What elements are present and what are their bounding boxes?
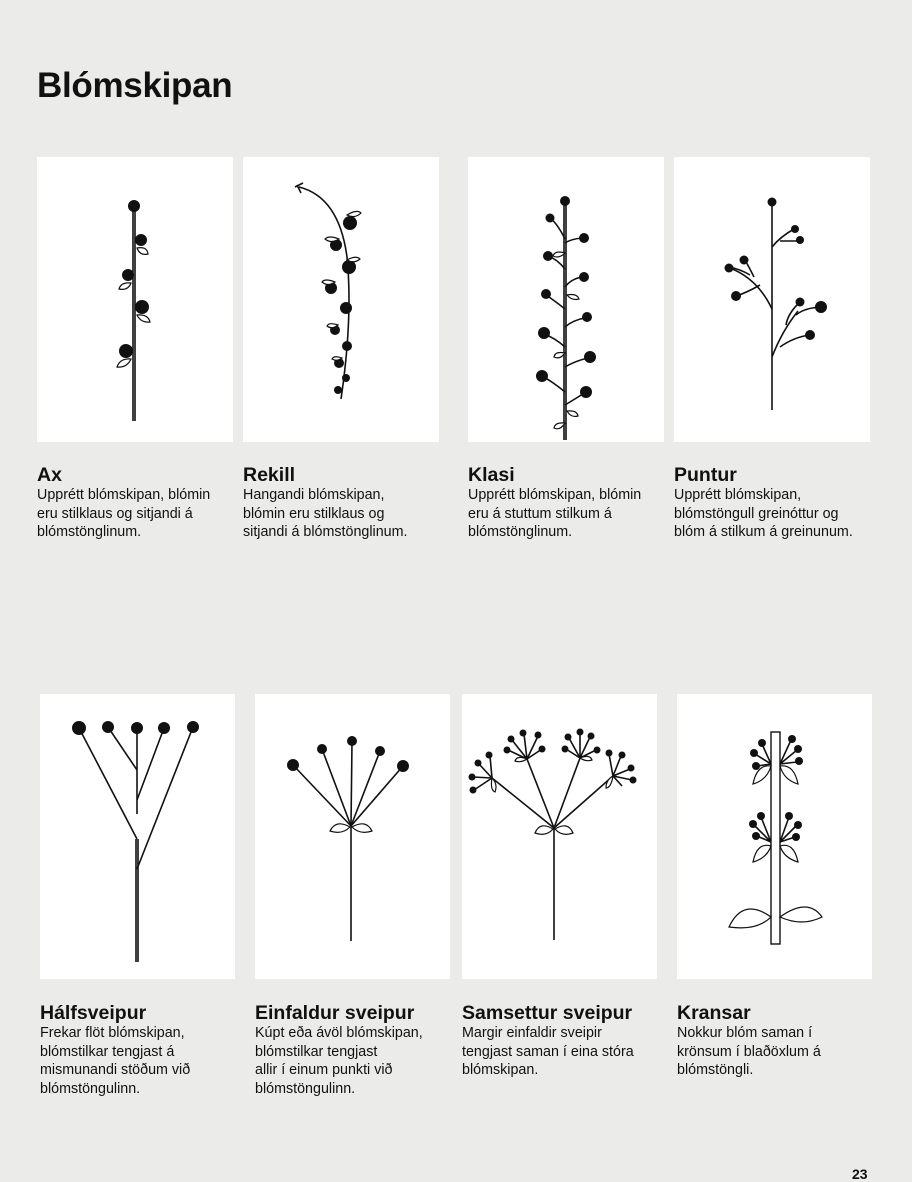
compound-umbel-illustration-card [462, 694, 657, 979]
caption-text: Kúpt eða ávöl blómskipan, blómstilkar tengjast allir í einum punkti við blómstöngulinn. [255, 1025, 423, 1097]
caption-title: Klasi [468, 464, 515, 486]
raceme-illustration [468, 157, 664, 442]
raceme-illustration-card [468, 157, 664, 442]
spike-illustration-card [37, 157, 233, 442]
panicle-illustration [674, 157, 870, 442]
umbel-illustration-card [255, 694, 450, 979]
caption-halfsveipur [40, 1002, 245, 1098]
caption-rekill [243, 464, 448, 542]
caption-title: Kransar [677, 1002, 751, 1024]
corymb-illustration [40, 694, 235, 979]
corymb-illustration-card [40, 694, 235, 979]
spike-illustration [37, 157, 233, 442]
caption-ax [37, 464, 237, 542]
caption-text: Hangandi blómskipan, blómin eru stilklaus og sitjandi á blómstönglinum. [243, 487, 408, 541]
page-title: Blómskipan [37, 66, 233, 105]
caption-text: Nokkur blóm saman í krönsum í blaðöxlum á blómstöngli. [677, 1025, 821, 1079]
whorl-illustration [677, 694, 872, 979]
caption-text: Margir einfaldir sveipir tengjast saman í eina stóra blómskipan. [462, 1025, 634, 1079]
caption-title: Puntur [674, 464, 737, 486]
caption-einfaldur-sveipur [255, 1002, 460, 1098]
caption-text: Upprétt blómskipan, blómin eru á stuttum stilkum á blómstönglinum. [468, 487, 642, 541]
catkin-illustration [243, 157, 439, 442]
caption-title: Einfaldur sveipur [255, 1002, 415, 1024]
catkin-illustration-card [243, 157, 439, 442]
caption-title: Samsettur sveipur [462, 1002, 633, 1024]
caption-title: Ax [37, 464, 62, 486]
caption-title: Hálfsveipur [40, 1002, 147, 1024]
caption-text: Upprétt blómskipan, blómin eru stilklaus og sitjandi á blómstönglinum. [37, 487, 211, 541]
whorl-illustration-card [677, 694, 872, 979]
caption-title: Rekill [243, 464, 296, 486]
caption-klasi [468, 464, 668, 542]
umbel-illustration [255, 694, 450, 979]
caption-samsettur-sveipur [462, 1002, 667, 1080]
caption-kransar [677, 1002, 882, 1080]
caption-puntur [674, 464, 884, 542]
caption-text: Upprétt blómskipan, blómstöngull greinóttur og blóm á stilkum á greinunum. [674, 487, 853, 541]
compound-umbel-illustration [462, 694, 657, 979]
caption-text: Frekar flöt blómskipan, blómstilkar tengjast á mismunandi stöðum við blómstöngulinn. [40, 1025, 191, 1097]
page-number: 23 [852, 1166, 868, 1182]
panicle-illustration-card [674, 157, 870, 442]
